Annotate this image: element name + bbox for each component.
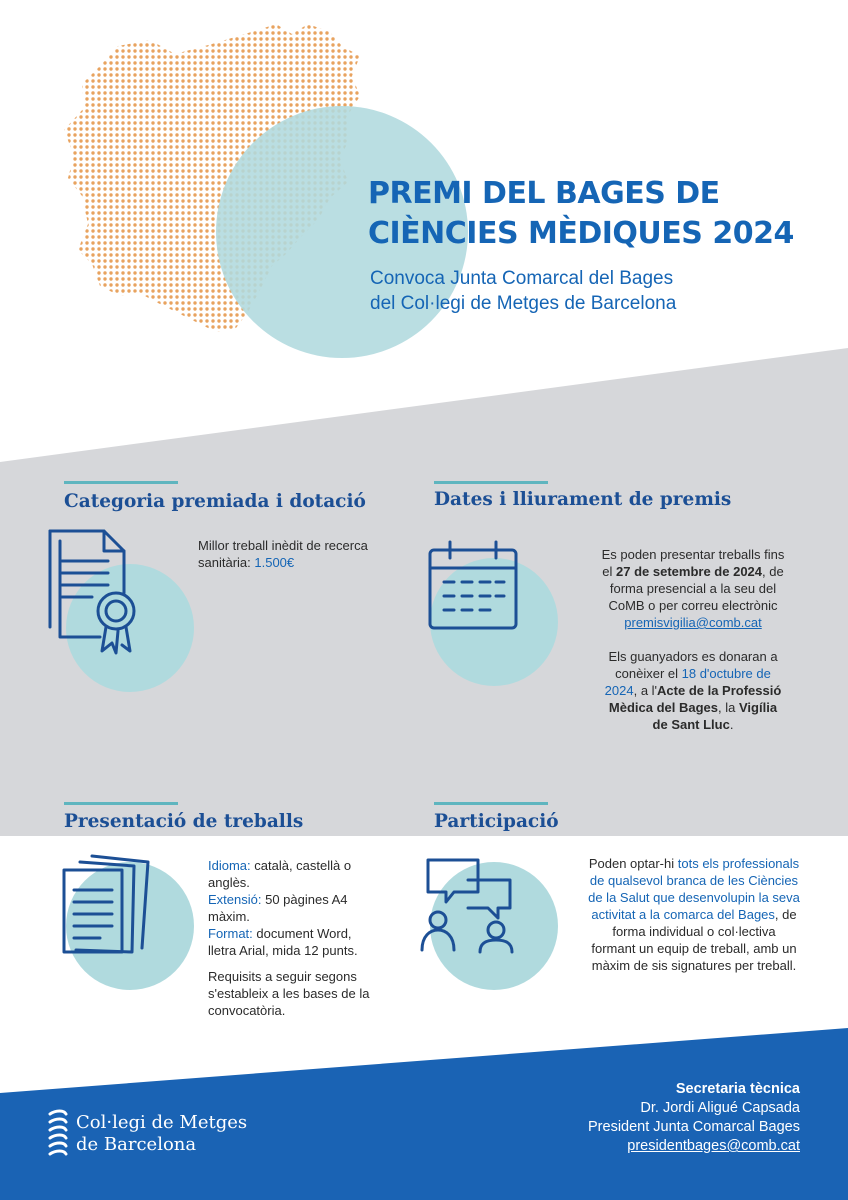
- section-rule: [434, 481, 548, 484]
- calendar-icon: [426, 540, 520, 632]
- categoria-text: Millor treball inèdit de recerca sanitària: 1.500€: [198, 538, 368, 570]
- certificate-document-icon: [46, 527, 142, 659]
- footer-email-link[interactable]: presidentbages@comb.cat: [627, 1138, 800, 1154]
- section-heading-dates: Dates i lliurament de premis: [434, 489, 732, 510]
- comb-logo-icon: [46, 1108, 70, 1156]
- page-title-line2: CIÈNCIES MÈDIQUES 2024: [368, 216, 794, 251]
- comb-logo-line2: de Barcelona: [76, 1134, 197, 1155]
- participacio-text: Poden optar-hi tots els professionals de qualsevol branca de les Ciències de la Salut que desenvolupin la seva activitat a la comarca del Bages, de forma individual o col·lectiva formant un equip de treball, amb un màxim de sis signatures per treball.: [588, 856, 800, 973]
- section-heading-participacio: Participació: [434, 811, 559, 832]
- section-rule: [434, 802, 548, 805]
- secretary-role: President Junta Comarcal Bages: [588, 1119, 800, 1135]
- section-heading-presentacio: Presentació de treballs: [64, 811, 304, 832]
- section-heading-categoria: Categoria premiada i dotació: [64, 491, 366, 512]
- prize-amount: 1.500€: [254, 555, 295, 570]
- secretary-name: Dr. Jordi Aligué Capsada: [640, 1100, 800, 1116]
- subtitle-line2: del Col·legi de Metges de Barcelona: [370, 293, 677, 314]
- section-rule: [64, 802, 178, 805]
- secretaria-label: Secretaria tècnica: [675, 1081, 800, 1097]
- comb-logo-line1: Col·legi de Metges: [76, 1112, 248, 1133]
- page-title-line1: PREMI DEL BAGES DE: [368, 176, 720, 211]
- subtitle-line1: Convoca Junta Comarcal del Bages: [370, 268, 674, 289]
- people-chat-icon: [412, 856, 522, 954]
- footer-contact: [588, 1080, 800, 1156]
- contest-email-link[interactable]: premisvigilia@comb.cat: [624, 615, 762, 630]
- presentacio-text: Idioma: català, castellà o anglès. Extensió: 50 pàgines A4 màxim. Format: document Word, lletra Arial, mida 12 punts. Requisits a seguir segons s'estableix a les bases de la convocatòria.: [208, 858, 370, 1018]
- stacked-documents-icon: [62, 852, 158, 956]
- section-rule: [64, 481, 178, 484]
- dates-text: Es poden presentar treballs fins el 27 de setembre de 2024, de forma presencial a la seu del CoMB o per correu electrònic premisvigilia@comb.cat Els guanyadors es donaran a conèixer el 18 d'octubre de 2024, a l'Acte de la Professió Mèdica del Bages, la Vigília de Sant Lluc.: [601, 547, 785, 732]
